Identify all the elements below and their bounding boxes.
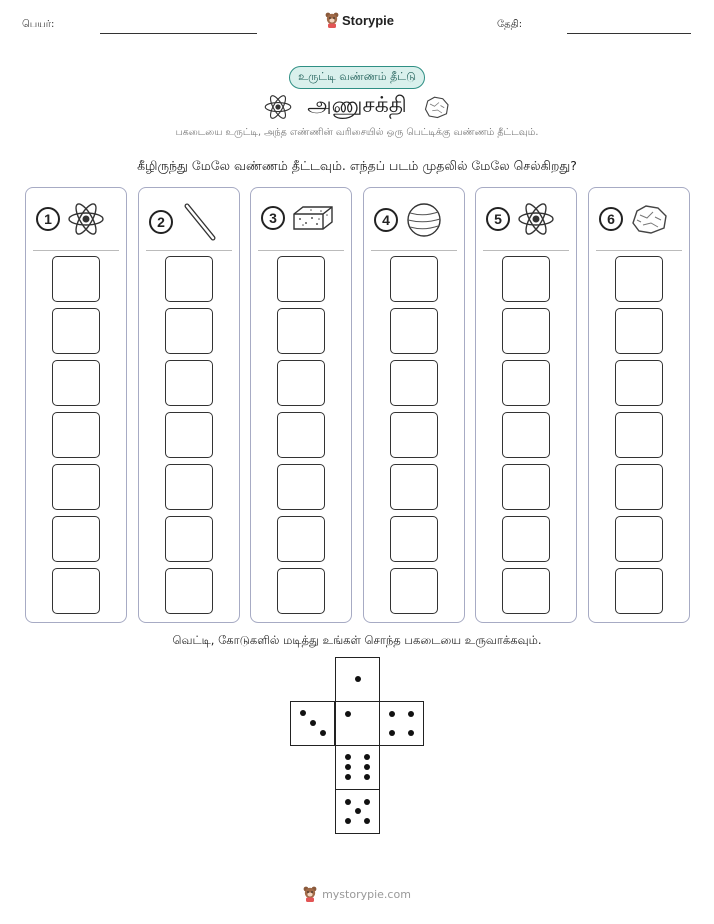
color-box[interactable] — [390, 412, 438, 458]
color-box[interactable] — [277, 256, 325, 302]
color-box[interactable] — [390, 256, 438, 302]
die-face-1 — [335, 701, 380, 746]
color-box[interactable] — [277, 308, 325, 354]
die-face-4 — [379, 701, 424, 746]
planet-icon — [404, 202, 444, 238]
color-box[interactable] — [615, 464, 663, 510]
color-box[interactable] — [52, 256, 100, 302]
color-box[interactable] — [615, 516, 663, 562]
color-box[interactable] — [502, 464, 550, 510]
color-box[interactable] — [52, 568, 100, 614]
color-box[interactable] — [615, 308, 663, 354]
column-divider — [596, 250, 682, 251]
die-face-1 — [335, 657, 380, 702]
die-pip — [389, 730, 395, 736]
die-pip — [408, 730, 414, 736]
color-box[interactable] — [390, 308, 438, 354]
color-box[interactable] — [165, 256, 213, 302]
column-header — [149, 202, 219, 242]
color-box[interactable] — [52, 308, 100, 354]
atom-icon — [263, 94, 293, 120]
color-box[interactable] — [390, 516, 438, 562]
color-box[interactable] — [165, 308, 213, 354]
column-divider — [483, 250, 569, 251]
column-number: 3 — [261, 206, 285, 230]
die-pip — [408, 711, 414, 717]
cut-fold-instruction: வெட்டி, கோடுகளில் மடித்து உங்கள் சொந்த பகடையை உருவாக்கவும். — [172, 633, 542, 647]
color-box[interactable] — [52, 516, 100, 562]
column-divider — [146, 250, 232, 251]
column-1 — [25, 187, 127, 623]
instructions-subtitle: பகடையை உருட்டி, அந்த எண்ணின் வரிசையில் ஒரு பெட்டிக்கு வண்ணம் தீட்டவும். — [175, 127, 539, 138]
die-pip — [364, 799, 370, 805]
footer-url[interactable]: mystorypie.com — [322, 887, 411, 901]
die-pip — [389, 711, 395, 717]
color-box[interactable] — [502, 516, 550, 562]
die-pip — [310, 720, 316, 726]
column-divider — [33, 250, 119, 251]
column-header — [486, 202, 556, 236]
die-pip — [364, 754, 370, 760]
activity-badge: உருட்டி வண்ணம் தீட்டு — [289, 66, 425, 89]
color-box[interactable] — [165, 516, 213, 562]
color-box[interactable] — [390, 360, 438, 406]
column-4 — [363, 187, 465, 623]
die-pip — [345, 764, 351, 770]
color-box[interactable] — [502, 568, 550, 614]
color-box[interactable] — [277, 568, 325, 614]
brand-name: Storypie — [342, 12, 395, 28]
color-box[interactable] — [502, 412, 550, 458]
die-pip — [345, 754, 351, 760]
column-6 — [588, 187, 690, 623]
rock-icon — [421, 94, 451, 120]
name-line[interactable] — [100, 33, 257, 34]
die-face-6 — [335, 745, 380, 790]
title-row — [0, 92, 714, 122]
color-box[interactable] — [277, 360, 325, 406]
die-pip — [345, 774, 351, 780]
column-divider — [258, 250, 344, 251]
rock-icon — [629, 202, 669, 236]
color-box[interactable] — [52, 412, 100, 458]
column-header — [374, 202, 444, 238]
bear-mascot-icon — [325, 12, 339, 28]
color-box[interactable] — [165, 360, 213, 406]
color-box[interactable] — [390, 568, 438, 614]
color-box[interactable] — [277, 516, 325, 562]
column-header — [261, 202, 335, 234]
name-label: பெயர்: — [22, 19, 55, 30]
column-header — [599, 202, 669, 236]
date-line[interactable] — [567, 33, 691, 34]
sponge-icon — [291, 202, 335, 234]
color-box[interactable] — [165, 464, 213, 510]
bear-mascot-icon — [303, 886, 317, 902]
die-pip — [364, 764, 370, 770]
die-pip — [345, 799, 351, 805]
column-divider — [371, 250, 457, 251]
brand-logo — [325, 12, 394, 28]
color-box[interactable] — [165, 568, 213, 614]
column-header — [36, 202, 106, 236]
color-box[interactable] — [52, 360, 100, 406]
color-box[interactable] — [502, 308, 550, 354]
color-box[interactable] — [615, 568, 663, 614]
page-title: அணுசக்தி — [307, 93, 407, 118]
column-number: 2 — [149, 210, 173, 234]
date-label: தேதி: — [497, 19, 523, 30]
color-box[interactable] — [502, 360, 550, 406]
atom-icon — [66, 202, 106, 236]
question-text: கீழிருந்து மேலே வண்ணம் தீட்டவும். எந்தப் படம் முதலில் மேலே செல்கிறது? — [137, 158, 577, 173]
die-pip — [364, 774, 370, 780]
column-number: 5 — [486, 207, 510, 231]
column-number: 4 — [374, 208, 398, 232]
die-pip — [355, 676, 361, 682]
die-pip — [300, 710, 306, 716]
column-5 — [475, 187, 577, 623]
rod-icon — [179, 202, 219, 242]
color-box[interactable] — [615, 412, 663, 458]
column-number: 6 — [599, 207, 623, 231]
color-box[interactable] — [277, 412, 325, 458]
column-number: 1 — [36, 207, 60, 231]
die-pip — [345, 711, 351, 717]
color-box[interactable] — [165, 412, 213, 458]
color-box[interactable] — [615, 256, 663, 302]
die-face-5 — [335, 789, 380, 834]
die-pip — [355, 808, 361, 814]
die-pip — [320, 730, 326, 736]
color-box[interactable] — [277, 464, 325, 510]
atom-icon — [516, 202, 556, 236]
die-pip — [345, 818, 351, 824]
column-2 — [138, 187, 240, 623]
footer — [0, 886, 714, 902]
die-face-3 — [290, 701, 335, 746]
color-box[interactable] — [390, 464, 438, 510]
color-box[interactable] — [502, 256, 550, 302]
column-3 — [250, 187, 352, 623]
color-box[interactable] — [615, 360, 663, 406]
color-box[interactable] — [52, 464, 100, 510]
die-pip — [364, 818, 370, 824]
